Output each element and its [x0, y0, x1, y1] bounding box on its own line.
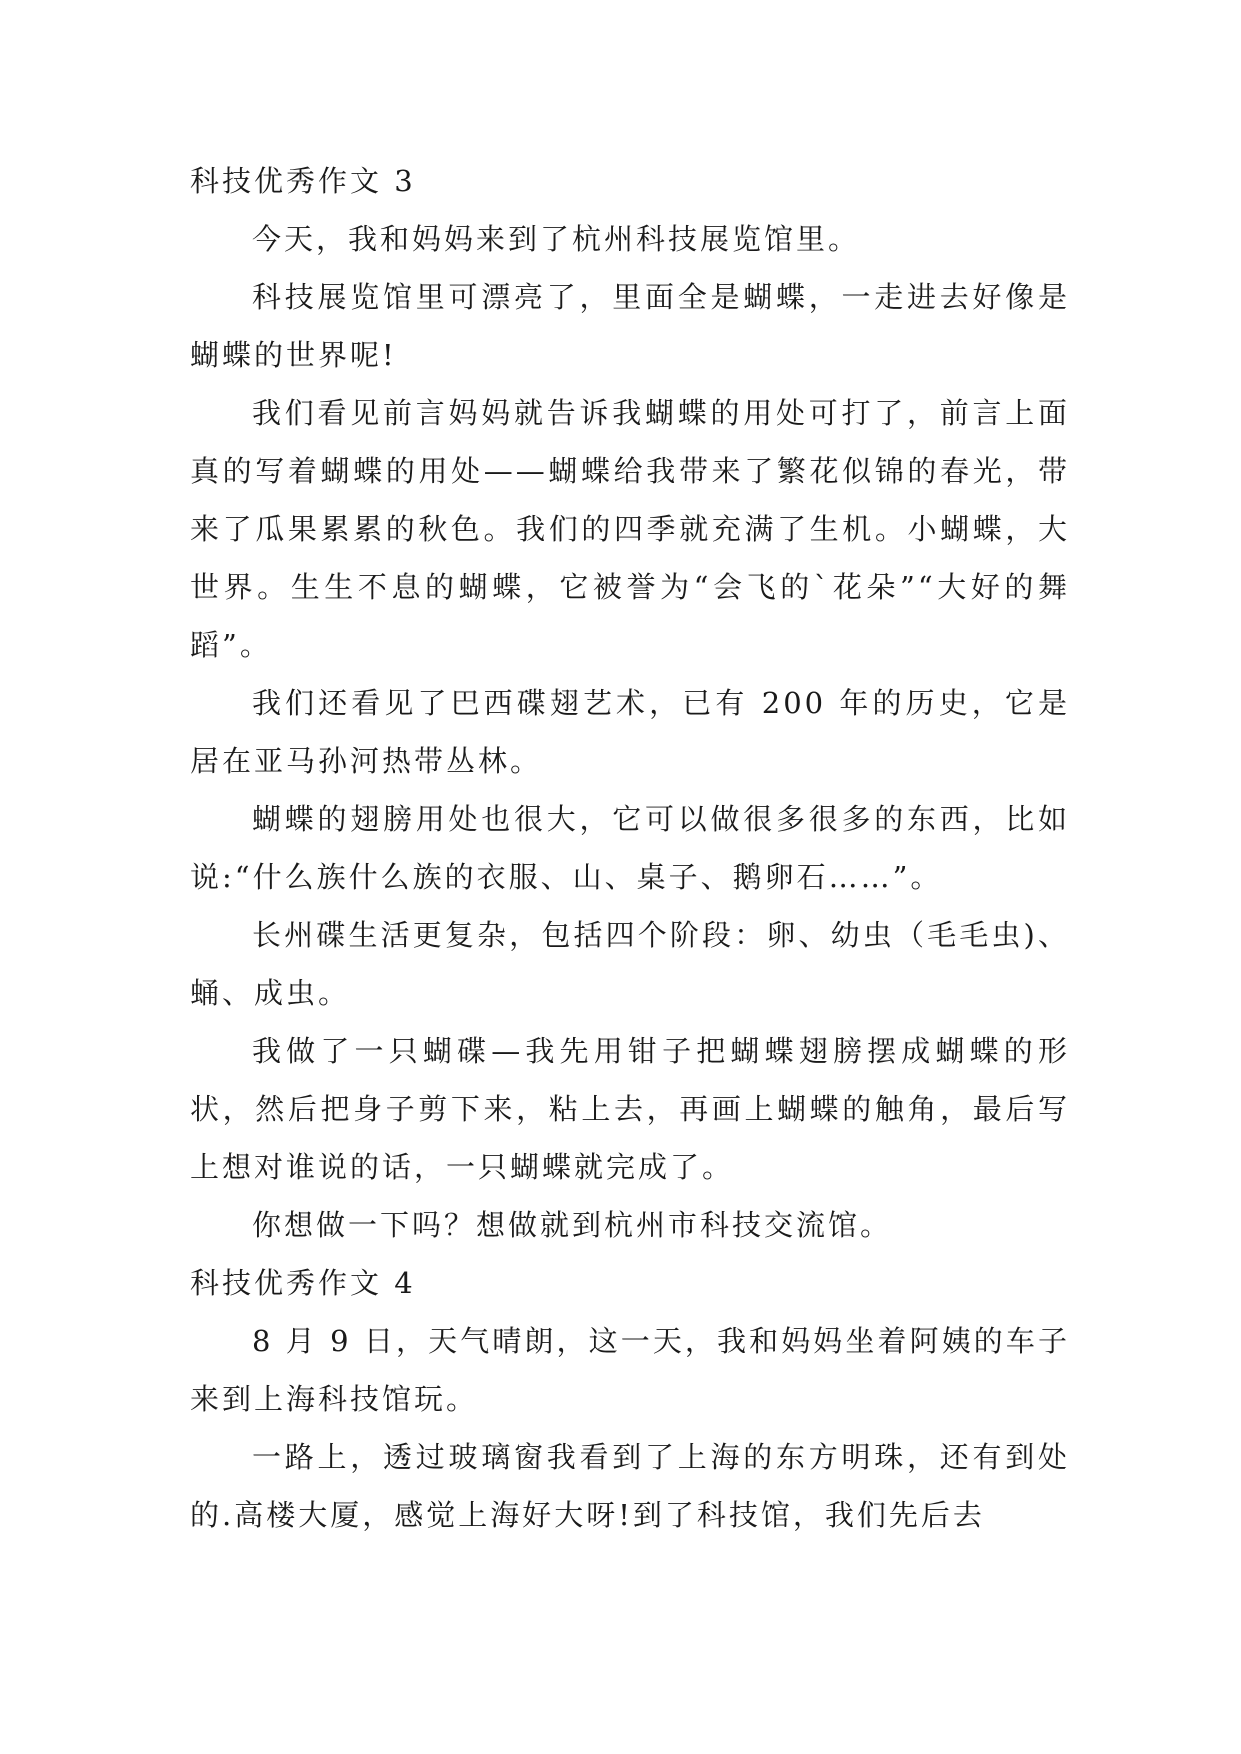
paragraph: 我们还看见了巴西碟翅艺术，已有 200 年的历史，它是居在亚马孙河热带丛林。 — [190, 686, 1070, 778]
paragraph: 科技展览馆里可漂亮了，里面全是蝴蝶，一走进去好像是蝴蝶的世界呢! — [190, 280, 1070, 372]
paragraph: 蝴蝶的翅膀用处也很大，它可以做很多很多的东西，比如说:“什么族什么族的衣服、山、桌子、鹅卵石……”。 — [190, 802, 1070, 894]
paragraph: 8 月 9 日，天气晴朗，这一天，我和妈妈坐着阿姨的车子来到上海科技馆玩。 — [190, 1324, 1070, 1416]
section-heading-3: 科技优秀作文 3 — [190, 164, 416, 198]
essay-text — [190, 152, 1070, 1544]
section-heading-4: 科技优秀作文 4 — [190, 1266, 416, 1300]
paragraph: 我们看见前言妈妈就告诉我蝴蝶的用处可打了，前言上面真的写着蝴蝶的用处——蝴蝶给我带来了繁花似锦的春光，带来了瓜果累累的秋色。我们的四季就充满了生机。小蝴蝶，大世界。生生不息的蝴蝶，它被誉为“会飞的`花朵”“大好的舞蹈”。 — [190, 396, 1070, 662]
paragraph: 你想做一下吗？想做就到杭州市科技交流馆。 — [252, 1208, 893, 1242]
paragraph: 今天，我和妈妈来到了杭州科技展览馆里。 — [252, 222, 861, 256]
paragraph: 长州碟生活更复杂，包括四个阶段：卵、幼虫（毛毛虫)、蛹、成虫。 — [190, 918, 1070, 1010]
paragraph: 我做了一只蝴碟—我先用钳子把蝴蝶翅膀摆成蝴蝶的形状，然后把身子剪下来，粘上去，再画上蝴蝶的触角，最后写上想对谁说的话，一只蝴蝶就完成了。 — [190, 1034, 1070, 1184]
paragraph: 一路上，透过玻璃窗我看到了上海的东方明珠，还有到处的.高楼大厦，感觉上海好大呀!到了科技馆，我们先后去 — [190, 1440, 1070, 1532]
